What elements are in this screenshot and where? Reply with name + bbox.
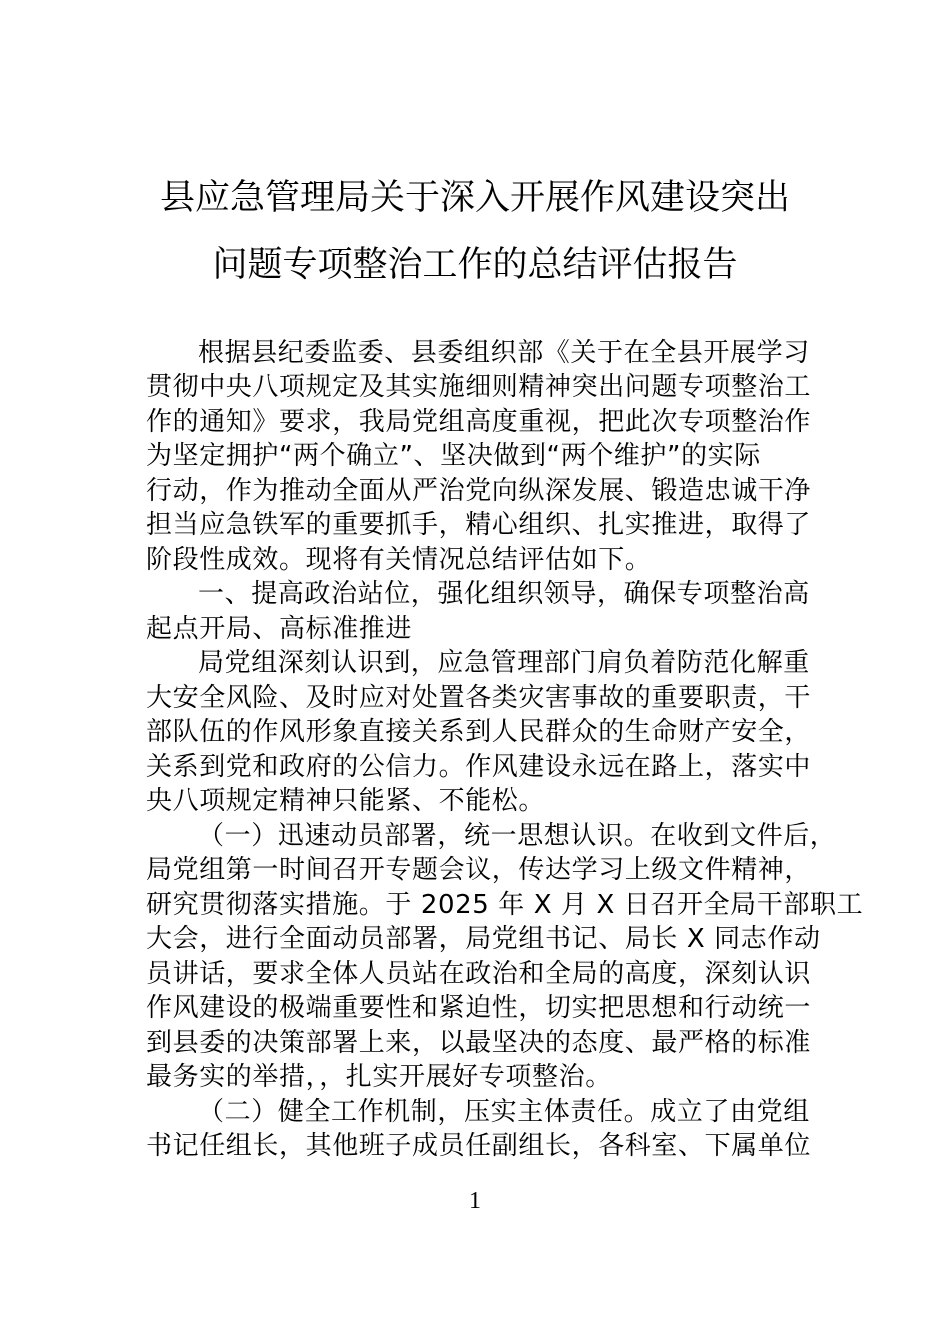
subsection-1-line: 研究贯彻落实措施。于 2025 年 X 月 X 日召开全局干部职工 bbox=[146, 890, 864, 920]
section-heading-line: 起点开局、高标准推进 bbox=[146, 614, 413, 644]
subsection-2-line: 书记任组长，其他班子成员任副组长，各科室、下属单位 bbox=[146, 1131, 812, 1161]
paragraph-intro-line: 为坚定拥护“两个确立”、坚决做到“两个维护”的实际 bbox=[146, 441, 761, 471]
paragraph-intro-line: 担当应急铁军的重要抓手，精心组织、扎实推进，取得了 bbox=[146, 510, 812, 540]
subsection-1-line: 局党组第一时间召开专题会议，传达学习上级文件精神， bbox=[146, 855, 812, 885]
document-title-line-1: 县应急管理局关于深入开展作风建设突出 bbox=[159, 178, 790, 218]
paragraph-line: 大安全风险、及时应对处置各类灾害事故的重要职责，干 bbox=[146, 683, 812, 713]
document-title-line-2: 问题专项整治工作的总结评估报告 bbox=[212, 245, 738, 285]
paragraph-intro-line: 作的通知》要求，我局党组高度重视，把此次专项整治作 bbox=[146, 407, 812, 437]
subsection-1-line: 作风建设的极端重要性和紧迫性，切实把思想和行动统一 bbox=[146, 993, 812, 1023]
section-heading-line: 一、提高政治站位，强化组织领导，确保专项整治高 bbox=[198, 579, 810, 609]
paragraph-line: 部队伍的作风形象直接关系到人民群众的生命财产安全， bbox=[146, 717, 812, 747]
page-number: 1 bbox=[469, 1188, 481, 1214]
subsection-1-line: 大会，进行全面动员部署，局党组书记、局长 X 同志作动 bbox=[146, 924, 821, 954]
subsection-1-line: 到县委的决策部署上来，以最坚决的态度、最严格的标准 bbox=[146, 1028, 812, 1058]
paragraph-intro-line: 行动，作为推动全面从严治党向纵深发展、锻造忠诚干净 bbox=[146, 476, 812, 506]
paragraph-intro-line: 根据县纪委监委、县委组织部《关于在全县开展学习 bbox=[198, 338, 810, 368]
paragraph-intro-line: 贯彻中央八项规定及其实施细则精神突出问题专项整治工 bbox=[146, 372, 812, 402]
paragraph-line: 央八项规定精神只能紧、不能松。 bbox=[146, 786, 546, 816]
subsection-1-line: 最务实的举措，，扎实开展好专项整治。 bbox=[146, 1062, 612, 1092]
paragraph-intro-line: 阶段性成效。现将有关情况总结评估如下。 bbox=[146, 545, 652, 575]
subsection-1-line: （一）迅速动员部署，统一思想认识。在收到文件后， bbox=[198, 821, 837, 851]
subsection-1-line: 员讲话，要求全体人员站在政治和全局的高度，深刻认识 bbox=[146, 959, 812, 989]
subsection-2-line: （二）健全工作机制，压实主体责任。成立了由党组 bbox=[198, 1097, 810, 1127]
paragraph-line: 关系到党和政府的公信力。作风建设永远在路上，落实中 bbox=[146, 752, 812, 782]
paragraph-line: 局党组深刻认识到，应急管理部门肩负着防范化解重 bbox=[198, 648, 810, 678]
